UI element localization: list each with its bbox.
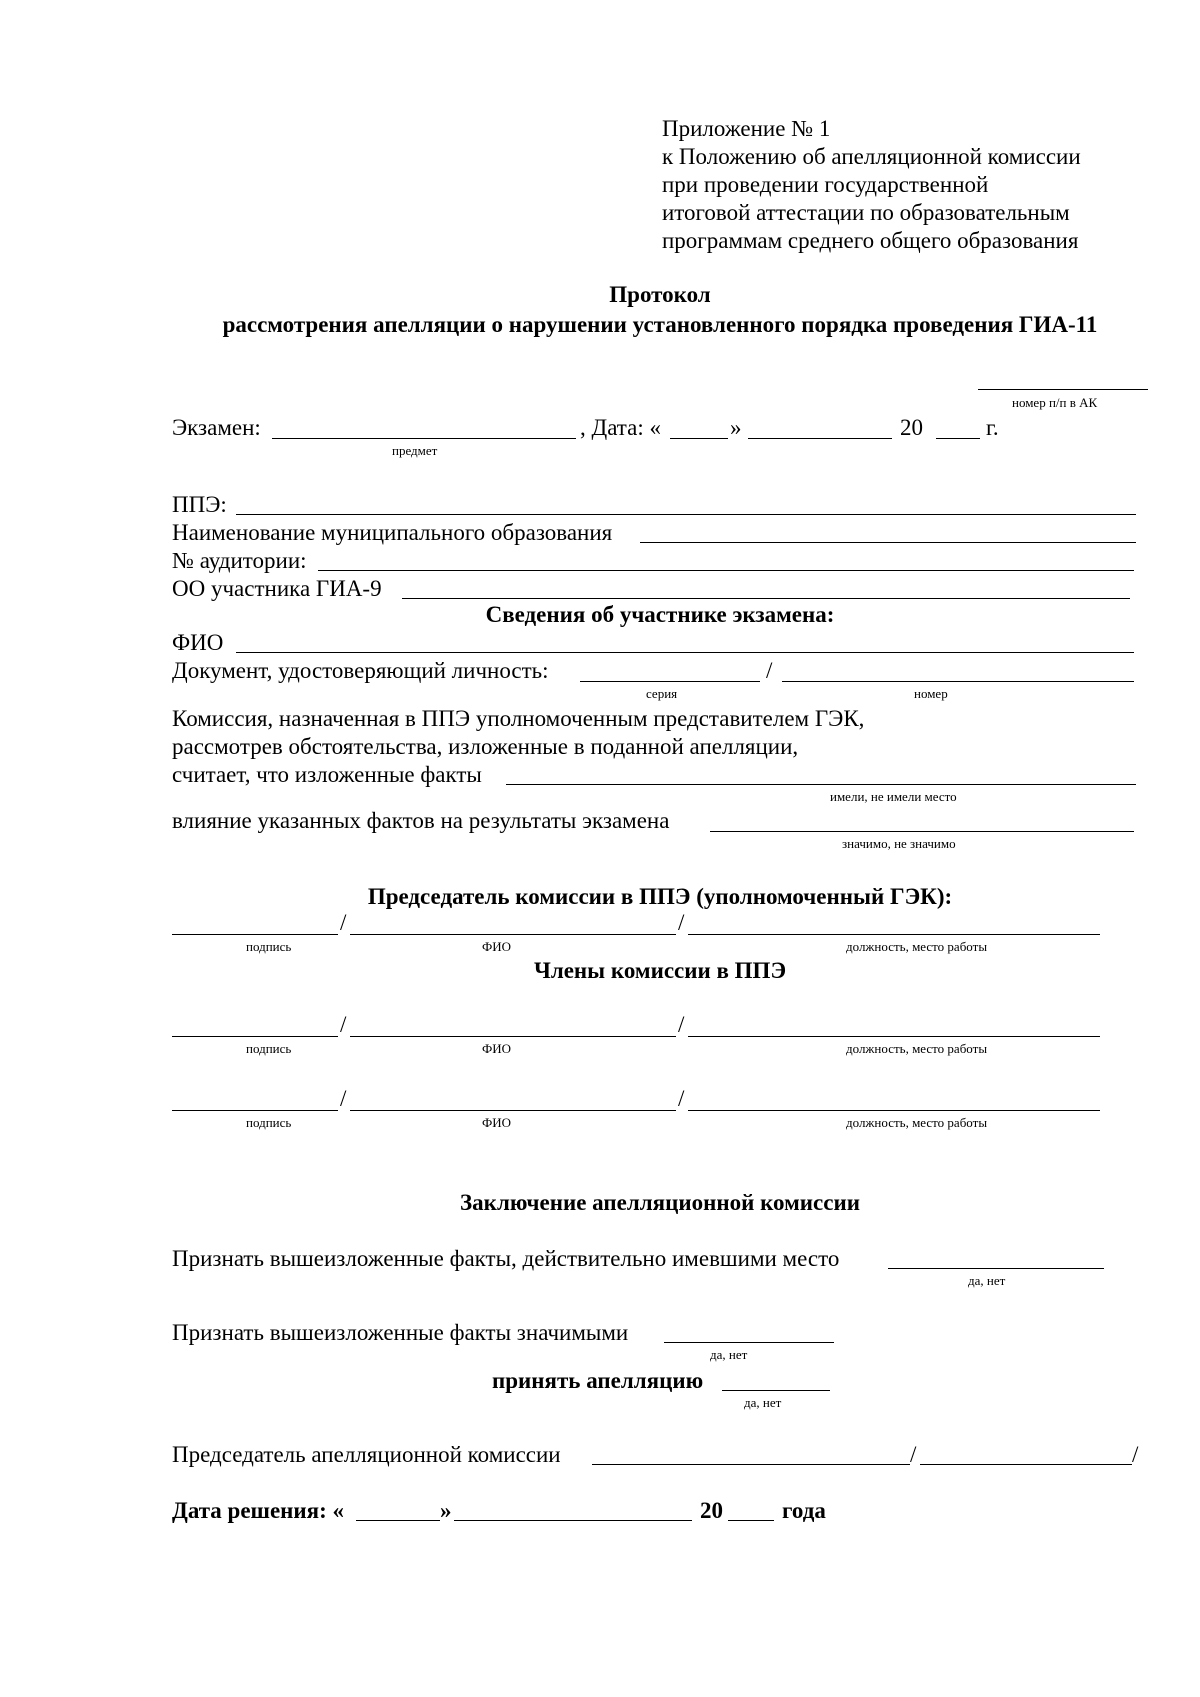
conclusion-line-1: Признать вышеизложенные факты, действительно имевшими место (172, 1246, 840, 1271)
room-line[interactable] (318, 570, 1134, 571)
decision-quote-close: » (440, 1498, 452, 1523)
member1-hint-position: должность, место работы (846, 1041, 988, 1056)
oo-label: ОО участника ГИА-9 (172, 576, 382, 601)
member1-hint-signature: подпись (246, 1041, 292, 1056)
accept-appeal-field[interactable] (722, 1390, 830, 1391)
header-line-2: к Положению об апелляционной комиссии (662, 144, 1081, 169)
members-heading: Члены комиссии в ППЭ (533, 958, 787, 983)
member2-hint-fio: ФИО (482, 1115, 512, 1130)
member1-signature-line[interactable] (172, 1036, 338, 1037)
date-month-line[interactable] (748, 438, 892, 439)
chair-hint-signature: подпись (246, 939, 292, 954)
commission-line-1: Комиссия, назначенная в ППЭ уполномоченным представителем ГЭК, (172, 706, 865, 731)
member1-sep-1: / (340, 1012, 347, 1037)
decision-year-prefix: 20 (700, 1498, 723, 1523)
decision-day-line[interactable] (356, 1520, 440, 1521)
date-day-line[interactable] (670, 438, 728, 439)
number-hint-doc: номер (914, 686, 948, 701)
number-line[interactable] (978, 389, 1148, 390)
appeal-chair-sep-1: / (910, 1442, 917, 1467)
member2-hint-position: должность, место работы (846, 1115, 988, 1130)
conclusion-heading: Заключение апелляционной комиссии (460, 1190, 860, 1215)
conclusion-line-2: Признать вышеизложенные факты значимыми (172, 1320, 629, 1345)
exam-subject-line[interactable] (272, 438, 576, 439)
header-line-5: программам среднего общего образования (662, 228, 1079, 253)
commission-line-3: считает, что изложенные факты (172, 762, 482, 787)
date-year-line[interactable] (936, 438, 980, 439)
room-label: № аудитории: (172, 548, 307, 573)
chair-sep-2: / (678, 910, 685, 935)
header-line-1: Приложение № 1 (662, 116, 831, 141)
member2-signature-line[interactable] (172, 1110, 338, 1111)
year-suffix: г. (986, 415, 999, 440)
exam-label: Экзамен: (172, 415, 261, 440)
conclusion-line-2-field[interactable] (664, 1342, 834, 1343)
fio-label: ФИО (172, 630, 224, 655)
decision-year-line[interactable] (728, 1520, 774, 1521)
commission-line-2: рассмотрев обстоятельства, изложенные в поданной апелляции, (172, 734, 799, 759)
header-line-4: итоговой аттестации по образовательным (662, 200, 1070, 225)
appeal-chair-fio-line[interactable] (920, 1464, 1132, 1465)
chair-position-line[interactable] (688, 934, 1100, 935)
chair-fio-line[interactable] (350, 934, 676, 935)
appeal-chair-sep-2: / (1132, 1442, 1139, 1467)
participant-heading: Сведения об участнике экзамена: (485, 602, 835, 627)
date-quote-close: » (730, 415, 742, 440)
member2-sep-2: / (678, 1086, 685, 1111)
municipality-label: Наименование муниципального образования (172, 520, 613, 545)
member2-position-line[interactable] (688, 1110, 1100, 1111)
conclusion-hint-1: да, нет (968, 1273, 1006, 1288)
ppe-label: ППЭ: (172, 492, 227, 517)
ppe-line[interactable] (236, 514, 1136, 515)
conclusion-line-1-field[interactable] (888, 1268, 1104, 1269)
document-title: Протокол (609, 282, 711, 307)
facts-line[interactable] (506, 784, 1136, 785)
member2-fio-line[interactable] (350, 1110, 676, 1111)
member1-position-line[interactable] (688, 1036, 1100, 1037)
header-line-3: при проведении государственной (662, 172, 989, 197)
chair-hint-fio: ФИО (482, 939, 512, 954)
series-hint: серия (646, 686, 678, 701)
document-label: Документ, удостоверяющий личность: (172, 658, 549, 683)
influence-label: влияние указанных фактов на результаты экзамена (172, 808, 670, 833)
doc-series-line[interactable] (580, 681, 760, 682)
oo-line[interactable] (402, 598, 1130, 599)
doc-number-line[interactable] (782, 681, 1134, 682)
date-label: , Дата: « (580, 415, 661, 440)
influence-line[interactable] (710, 831, 1134, 832)
member1-hint-fio: ФИО (482, 1041, 512, 1056)
subject-hint: предмет (392, 443, 438, 458)
chair-hint-position: должность, место работы (846, 939, 988, 954)
decision-month-line[interactable] (454, 1520, 692, 1521)
chair-sep-1: / (340, 910, 347, 935)
facts-hint: имели, не имели место (830, 789, 957, 804)
appeal-chair-signature-line[interactable] (592, 1464, 910, 1465)
member2-sep-1: / (340, 1086, 347, 1111)
accept-appeal-label: принять апелляцию (492, 1368, 704, 1393)
municipality-line[interactable] (640, 542, 1136, 543)
chair-signature-line[interactable] (172, 934, 338, 935)
decision-year-suffix: года (782, 1498, 826, 1523)
document-subtitle: рассмотрения апелляции о нарушении установленного порядка проведения ГИА-11 (222, 312, 1098, 337)
conclusion-hint-3: да, нет (744, 1395, 782, 1410)
number-hint: номер п/п в АК (1012, 395, 1098, 410)
member1-sep-2: / (678, 1012, 685, 1037)
doc-separator: / (766, 658, 773, 683)
member2-hint-signature: подпись (246, 1115, 292, 1130)
chair-heading: Председатель комиссии в ППЭ (уполномоченный ГЭК): (367, 884, 953, 909)
conclusion-hint-2: да, нет (710, 1347, 748, 1362)
influence-hint: значимо, не значимо (842, 836, 956, 851)
appeal-chair-label: Председатель апелляционной комиссии (172, 1442, 561, 1467)
decision-date-label: Дата решения: « (172, 1498, 345, 1523)
member1-fio-line[interactable] (350, 1036, 676, 1037)
year-prefix: 20 (900, 415, 923, 440)
fio-line[interactable] (236, 652, 1134, 653)
